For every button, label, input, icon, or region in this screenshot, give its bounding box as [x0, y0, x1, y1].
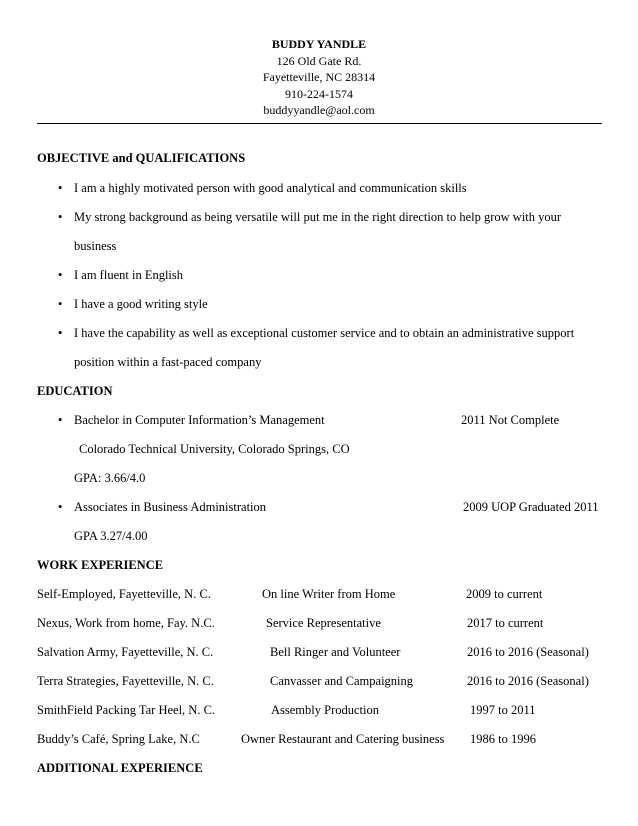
bullet-icon: •: [58, 181, 63, 195]
city-state-zip: Fayetteville, NC 28314: [262, 70, 376, 84]
work-role: Service Representative: [266, 616, 381, 630]
work-role: Canvasser and Campaigning: [270, 674, 414, 688]
work-role: Bell Ringer and Volunteer: [270, 645, 401, 659]
bullet-icon: •: [58, 500, 63, 514]
header-divider: [37, 123, 602, 124]
objective-item: I have the capability as well as exceptional customer service and to obtain an administrative support: [74, 326, 575, 340]
objective-item-continued: position within a fast-paced company: [74, 355, 262, 369]
resume-header: [0, 36, 638, 119]
education-degree: Bachelor in Computer Information’s Management: [74, 413, 325, 427]
work-employer: Terra Strategies, Fayetteville, N. C.: [37, 674, 214, 688]
work-experience-title: WORK EXPERIENCE: [37, 558, 164, 572]
objective-title: OBJECTIVE and QUALIFICATIONS: [37, 151, 246, 165]
education-degree: Associates in Business Administration: [74, 500, 267, 514]
work-employer: Salvation Army, Fayetteville, N. C.: [37, 645, 214, 659]
email-address: buddyyandle@aol.com: [263, 103, 375, 117]
work-employer: SmithField Packing Tar Heel, N. C.: [37, 703, 216, 717]
bullet-icon: •: [58, 210, 63, 224]
education-status: 2011 Not Complete: [461, 413, 560, 427]
work-role: Assembly Production: [271, 703, 379, 717]
work-dates: 2009 to current: [466, 587, 543, 601]
bullet-icon: •: [58, 297, 63, 311]
work-dates: 2016 to 2016 (Seasonal): [467, 645, 589, 659]
work-dates: 1997 to 2011: [470, 703, 536, 717]
objective-item-continued: business: [74, 239, 117, 253]
work-role: Owner Restaurant and Catering business: [241, 732, 445, 746]
work-employer: Self-Employed, Fayetteville, N. C.: [37, 587, 211, 601]
candidate-name: BUDDY YANDLE: [271, 37, 367, 51]
objective-item: I am fluent in English: [74, 268, 184, 282]
work-dates: 2017 to current: [467, 616, 544, 630]
objective-item: My strong background as being versatile will put me in the right direction to help grow with your: [74, 210, 562, 224]
education-school: Colorado Technical University, Colorado Springs, CO: [79, 442, 350, 456]
work-dates: 2016 to 2016 (Seasonal): [467, 674, 589, 688]
bullet-icon: •: [58, 268, 63, 282]
street-address: 126 Old Gate Rd.: [276, 53, 362, 68]
phone-number: 910-224-1574: [285, 86, 353, 101]
education-status: 2009 UOP Graduated 2011: [463, 500, 599, 514]
work-employer: Nexus, Work from home, Fay. N.C.: [37, 616, 215, 630]
work-dates: 1986 to 1996: [470, 732, 536, 746]
objective-item: I have a good writing style: [74, 297, 208, 311]
work-role: On line Writer from Home: [262, 587, 396, 601]
additional-experience-title: ADDITIONAL EXPERIENCE: [37, 761, 203, 775]
bullet-icon: •: [58, 413, 63, 427]
bullet-icon: •: [58, 326, 63, 340]
work-employer: Buddy’s Café, Spring Lake, N.C: [37, 732, 200, 746]
education-gpa: GPA 3.27/4.00: [74, 529, 148, 543]
education-gpa: GPA: 3.66/4.0: [74, 471, 146, 485]
objective-item: I am a highly motivated person with good analytical and communication skills: [74, 181, 467, 195]
education-title: EDUCATION: [37, 384, 113, 398]
